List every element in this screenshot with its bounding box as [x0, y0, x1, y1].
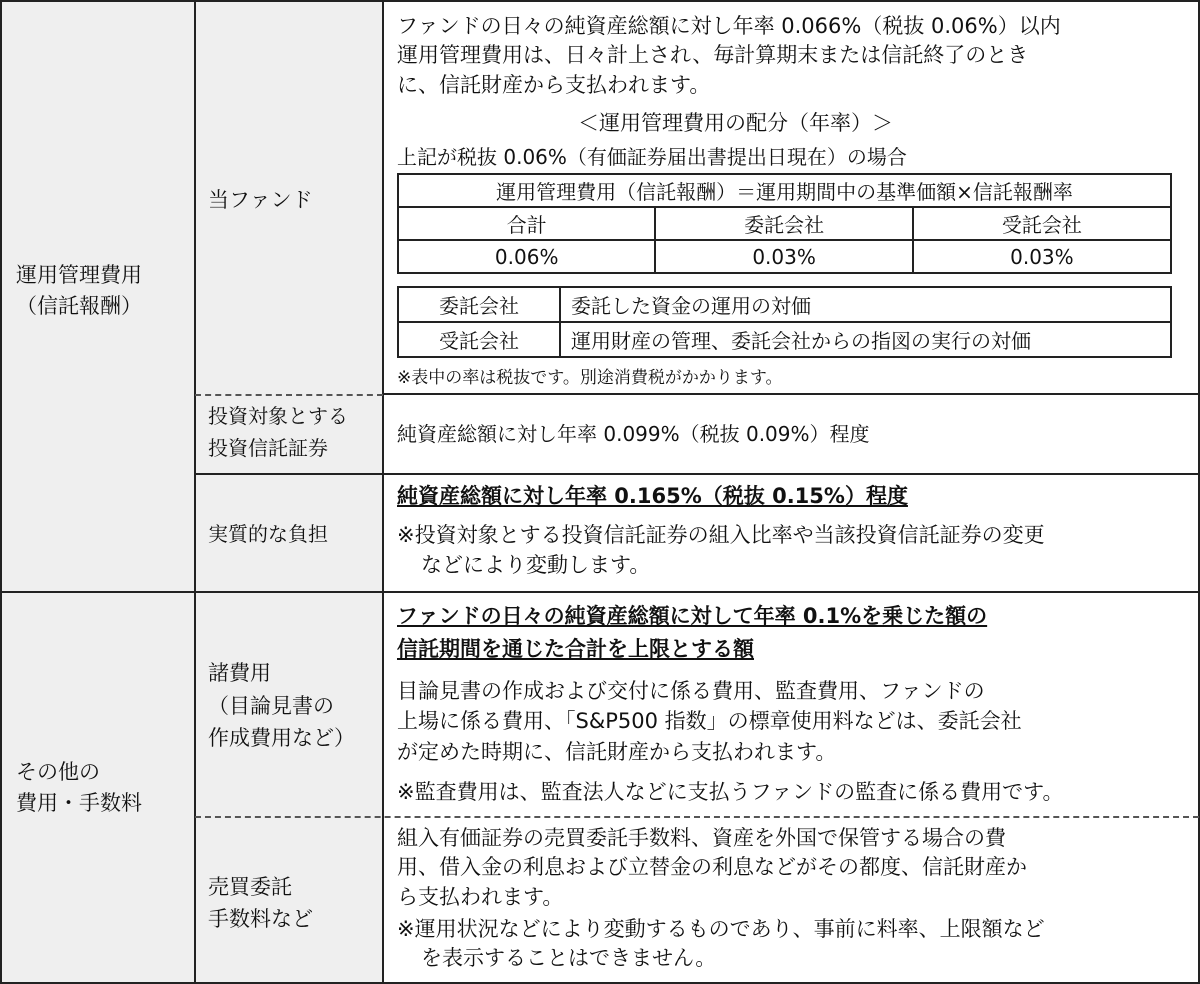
- divider-section: [0, 591, 1200, 593]
- brokerage-description: 組入有価証券の売買委託手数料、資産を外国で保管する場合の費 用、借入金の利息および立替金の利息などがその都度、信託財産か ら支払われます。: [397, 826, 1027, 909]
- fund-footnote: ※表中の率は税抜です。別途消費税がかかります。: [397, 368, 783, 388]
- border-top: [0, 0, 1200, 2]
- subcategory-column: [195, 0, 383, 984]
- allocation-header: 運用管理費用（信託報酬）＝運用期間中の基準価額×信託報酬率: [398, 174, 1171, 207]
- party-role: 運用財産の管理、委託会社からの指図の実行の対価: [560, 322, 1171, 357]
- allocation-title: ＜運用管理費用の配分（年率）＞: [578, 111, 893, 135]
- subcategory-effective: 実質的な負担: [208, 522, 328, 546]
- border-left: [0, 0, 2, 984]
- category-management-fee: 運用管理費用 （信託報酬）: [16, 263, 142, 319]
- effective-fee-note: ※投資対象とする投資信託証券の組入比率や当該投資信託証券の変更 などにより変動します。: [397, 523, 1045, 578]
- allocation-col-total: 合計: [398, 207, 655, 240]
- allocation-values-row: [398, 240, 1171, 273]
- category-other-fees: その他の 費用・手数料: [16, 760, 142, 816]
- misc-fee-description: 目論見書の作成および交付に係る費用、監査費用、ファンドの 上場に係る費用、「S&P500 指数」の標章使用料などは、委託会社 が定めた時期に、信託財産から支払われます。: [397, 679, 1022, 764]
- allocation-col-trustor: 委託会社: [655, 207, 912, 240]
- subcategory-target: 投資対象とする 投資信託証券: [208, 404, 348, 460]
- target-fee-text: 純資産総額に対し年率 0.099%（税抜 0.09%）程度: [397, 422, 870, 446]
- allocation-header-row: [398, 174, 1171, 207]
- allocation-table: [397, 173, 1172, 274]
- allocation-note: 上記が税抜 0.06%（有価証券届出書提出日現在）の場合: [397, 145, 907, 169]
- party-row: [398, 322, 1171, 357]
- divider-fund-target-content: [383, 393, 1199, 395]
- party-name: 委託会社: [398, 287, 560, 322]
- divider-col2: [382, 0, 384, 984]
- effective-fee-headline: 純資産総額に対し年率 0.165%（税抜 0.15%）程度: [397, 484, 908, 508]
- allocation-value-trustor: 0.03%: [655, 240, 912, 273]
- category-column: [0, 0, 195, 984]
- allocation-value-total: 0.06%: [398, 240, 655, 273]
- brokerage-note: ※運用状況などにより変動するものであり、事前に料率、上限額など を表示することはできません。: [397, 917, 1045, 971]
- party-name: 受託会社: [398, 322, 560, 357]
- allocation-value-trustee: 0.03%: [913, 240, 1171, 273]
- subcategory-brokerage: 売買委託 手数料など: [208, 875, 313, 931]
- divider-misc-brokerage: [195, 816, 1199, 818]
- divider-fund-target: [195, 394, 383, 396]
- subcategory-fund: 当ファンド: [208, 188, 313, 212]
- subcategory-misc: 諸費用 （目論見書の 作成費用など）: [208, 661, 355, 751]
- allocation-columns-row: [398, 207, 1171, 240]
- party-role: 委託した資金の運用の対価: [560, 287, 1171, 322]
- divider-col1: [194, 0, 196, 984]
- misc-fee-note: ※監査費用は、監査法人などに支払うファンドの監査に係る費用です。: [397, 780, 1064, 804]
- misc-fee-headline: ファンドの日々の純資産総額に対して年率 0.1%を乗じた額の 信託期間を通じた合計を上限とする額: [397, 604, 988, 661]
- fund-description: ファンドの日々の純資産総額に対し年率 0.066%（税抜 0.06%）以内 運用管理費用は、日々計上され、毎計算期末または信託終了のとき に、信託財産から支払われます。: [397, 14, 1061, 97]
- divider-target-effective: [195, 473, 1199, 475]
- parties-table: [397, 286, 1172, 358]
- party-row: [398, 287, 1171, 322]
- allocation-col-trustee: 受託会社: [913, 207, 1171, 240]
